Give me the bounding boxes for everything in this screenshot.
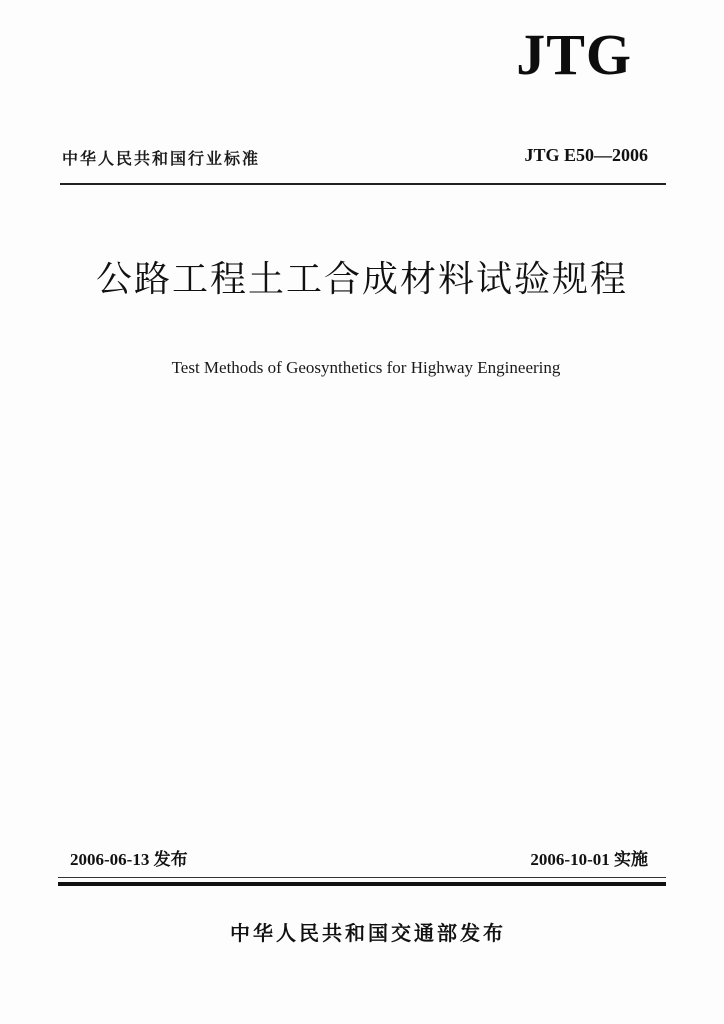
- header-divider: [60, 183, 666, 185]
- issue-date: 2006-06-13 发布: [70, 850, 188, 869]
- document-title-chinese: 公路工程土工合成材料试验规程: [95, 259, 628, 300]
- standard-category: 中华人民共和国行业标准: [62, 149, 261, 168]
- implementation-date: 2006-10-01 实施: [530, 850, 648, 869]
- document-title-english: Test Methods of Geosynthetics for Highway Engineering: [171, 358, 561, 377]
- publisher: 中华人民共和国交通部发布: [230, 921, 506, 945]
- footer-divider-thin: [58, 877, 666, 878]
- footer-divider-thick: [58, 882, 666, 886]
- jtg-logo: JTG: [516, 22, 632, 87]
- standard-number: JTG E50—2006: [524, 145, 648, 165]
